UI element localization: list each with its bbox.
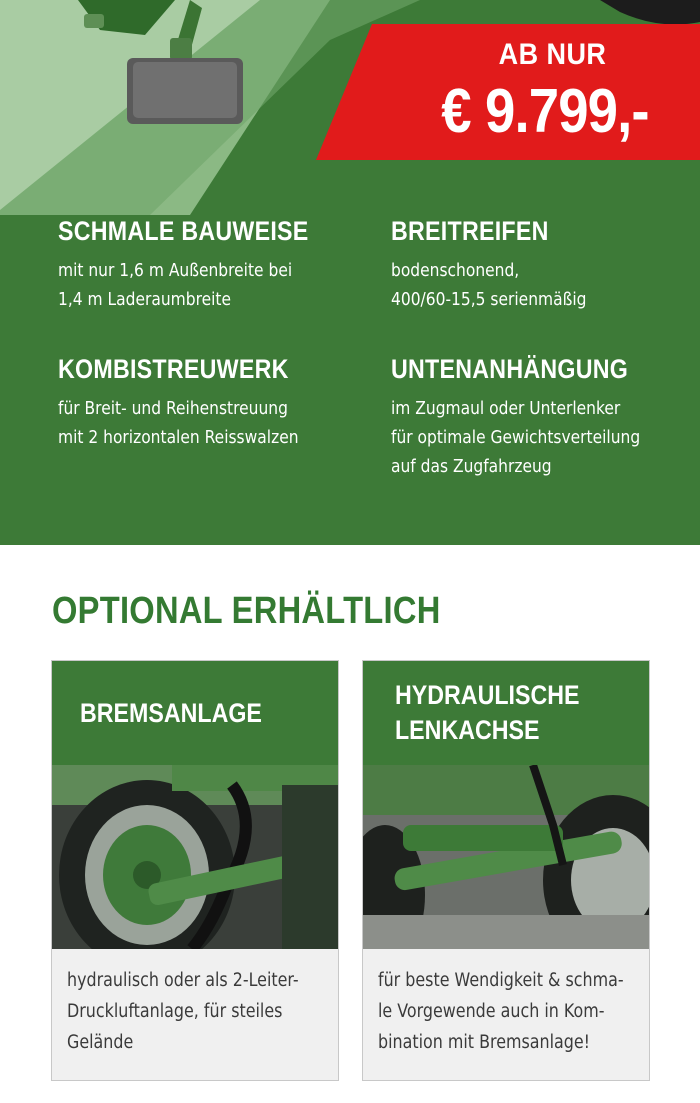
- card-description: für beste Wendigkeit & schma- le Vorgewende auch in Kom- bination mit Bremsanlage!: [378, 970, 624, 1053]
- feature-hitch: [391, 352, 700, 481]
- feature-text: mit nur 1,6 m Außenbreite bei 1,4 m Laderaumbreite: [58, 260, 293, 310]
- option-card-brakes: [51, 660, 339, 1081]
- card-header: [363, 661, 649, 765]
- price-prefix: AB NUR: [498, 38, 607, 71]
- feature-narrow-design: [58, 214, 398, 314]
- feature-title: SCHMALE BAUWEISE: [58, 216, 309, 246]
- card-description: hydraulisch oder als 2-Leiter- Druckluftanlage, für steiles Gelände: [67, 970, 299, 1053]
- feature-title: BREITREIFEN: [391, 216, 549, 246]
- feature-text: im Zugmaul oder Unterlenker für optimale Gewichtsverteilung auf das Zugfahrzeug: [391, 398, 641, 477]
- feature-text: für Breit- und Reihenstreuung mit 2 horizontalen Reisswalzen: [58, 398, 299, 448]
- card-title: BREMSANLAGE: [80, 697, 262, 728]
- hero-section: [0, 0, 700, 545]
- card-title: HYDRAULISCHE LENKACHSE: [395, 680, 580, 745]
- feature-title: KOMBISTREUWERK: [58, 354, 289, 384]
- feature-spreader: [58, 352, 398, 452]
- option-card-steering-axle: [362, 660, 650, 1081]
- brake-photo: [52, 765, 338, 949]
- steering-axle-photo: [363, 765, 649, 949]
- feature-wide-tires: [391, 214, 700, 314]
- feature-text: bodenschonend, 400/60-15,5 serienmäßig: [391, 260, 587, 310]
- card-header: [52, 661, 338, 765]
- feature-title: UNTENANHÄNGUNG: [391, 354, 629, 384]
- price-value: € 9.799,-: [441, 77, 649, 146]
- optional-section-title: OPTIONAL ERHÄLTLICH: [52, 590, 441, 632]
